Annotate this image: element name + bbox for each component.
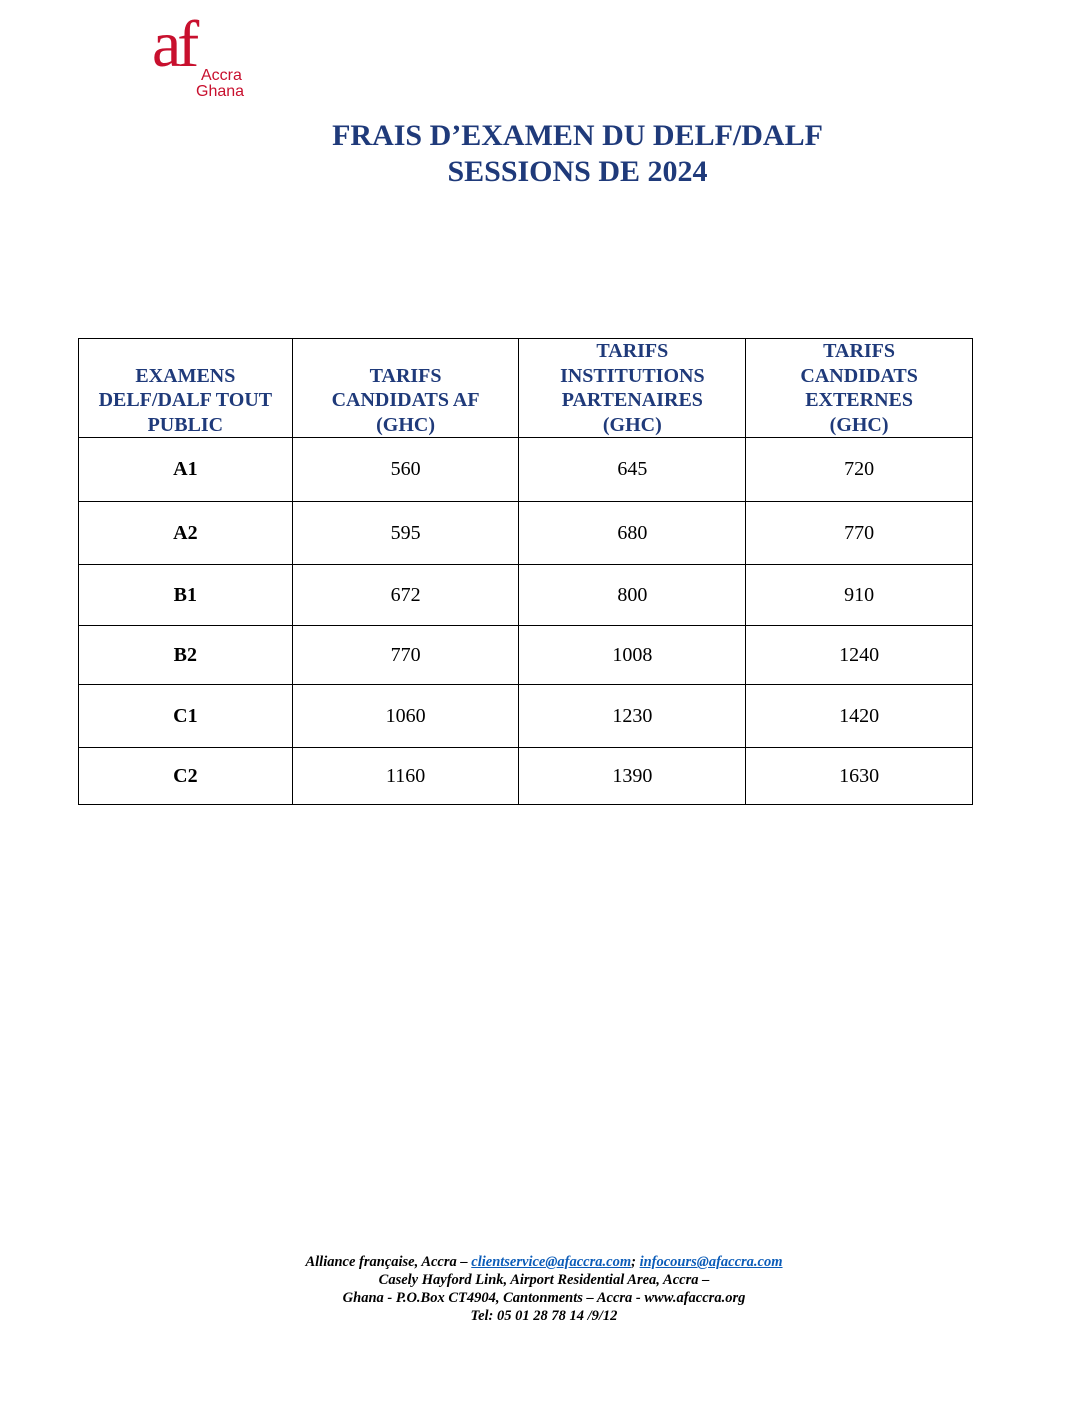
table-row <box>79 748 973 805</box>
partners-price-cell: 1230 <box>519 685 746 748</box>
footer-line-3: Ghana - P.O.Box CT4904, Cantonments – Accra - www.afaccra.org <box>342 1290 746 1306</box>
footer-line-4: Tel: 05 01 28 78 14 /9/12 <box>470 1308 618 1324</box>
af-price-cell: 595 <box>292 502 519 565</box>
footer-org: Alliance française, Accra – <box>305 1254 472 1270</box>
fees-table <box>78 338 973 805</box>
table-row <box>79 565 973 626</box>
header-text: (GHC) <box>376 413 436 436</box>
header-text: PARTENAIRES <box>561 389 703 411</box>
partners-price-cell: 1390 <box>519 748 746 805</box>
partners-price-cell: 680 <box>519 502 746 565</box>
footer-line-2: Casely Hayford Link, Airport Residential Area, Accra – <box>378 1272 710 1288</box>
header-text: INSTITUTIONS <box>560 364 705 387</box>
title-line-1: FRAIS D’EXAMEN DU DELF/DALF <box>332 119 823 152</box>
af-price-cell: 770 <box>292 626 519 685</box>
level-cell: B1 <box>79 565 293 626</box>
header-partner-institutions <box>519 339 746 438</box>
header-text: TARIFS <box>596 340 669 362</box>
level-cell: A2 <box>79 502 293 565</box>
table-row <box>79 685 973 748</box>
header-text: PUBLIC <box>147 413 224 436</box>
header-text: DELF/DALF TOUT <box>98 389 273 411</box>
external-price-cell: 770 <box>746 502 973 565</box>
header-text: EXAMENS <box>135 364 236 387</box>
email-link-infocours[interactable]: infocours@afaccra.com <box>639 1254 783 1270</box>
footer-line-1 <box>0 1253 1088 1271</box>
af-price-cell: 1060 <box>292 685 519 748</box>
external-price-cell: 1630 <box>746 748 973 805</box>
level-cell: A1 <box>79 438 293 502</box>
header-text: EXTERNES <box>805 389 913 411</box>
header-exams <box>79 339 293 438</box>
level-cell: B2 <box>79 626 293 685</box>
table-header-row <box>79 339 973 438</box>
title-line-2: SESSIONS DE 2024 <box>447 155 708 188</box>
partners-price-cell: 645 <box>519 438 746 502</box>
external-price-cell: 720 <box>746 438 973 502</box>
logo-mark: af <box>152 8 196 81</box>
header-text: TARIFS <box>369 364 442 387</box>
level-cell: C1 <box>79 685 293 748</box>
header-external-candidates <box>746 339 973 438</box>
af-price-cell: 672 <box>292 565 519 626</box>
email-link-clientservice[interactable]: clientservice@afaccra.com <box>471 1254 632 1270</box>
logo-city: Accra <box>201 67 242 84</box>
header-text: (GHC) <box>829 413 889 436</box>
level-cell: C2 <box>79 748 293 805</box>
footer-separator: ; <box>631 1254 640 1270</box>
alliance-francaise-logo <box>152 8 252 112</box>
external-price-cell: 910 <box>746 565 973 626</box>
logo-country: Ghana <box>196 83 245 100</box>
partners-price-cell: 800 <box>519 565 746 626</box>
header-text: CANDIDATS <box>800 364 918 387</box>
partners-price-cell: 1008 <box>519 626 746 685</box>
external-price-cell: 1420 <box>746 685 973 748</box>
header-af-candidates <box>292 339 519 438</box>
table-row <box>79 626 973 685</box>
header-text: CANDIDATS AF <box>331 389 480 411</box>
table-row <box>79 502 973 565</box>
af-price-cell: 560 <box>292 438 519 502</box>
external-price-cell: 1240 <box>746 626 973 685</box>
footer-contact <box>0 1253 1088 1325</box>
header-text: TARIFS <box>823 340 896 362</box>
af-price-cell: 1160 <box>292 748 519 805</box>
table-row <box>79 438 973 502</box>
page-title <box>0 118 1088 190</box>
header-text: (GHC) <box>602 413 662 436</box>
